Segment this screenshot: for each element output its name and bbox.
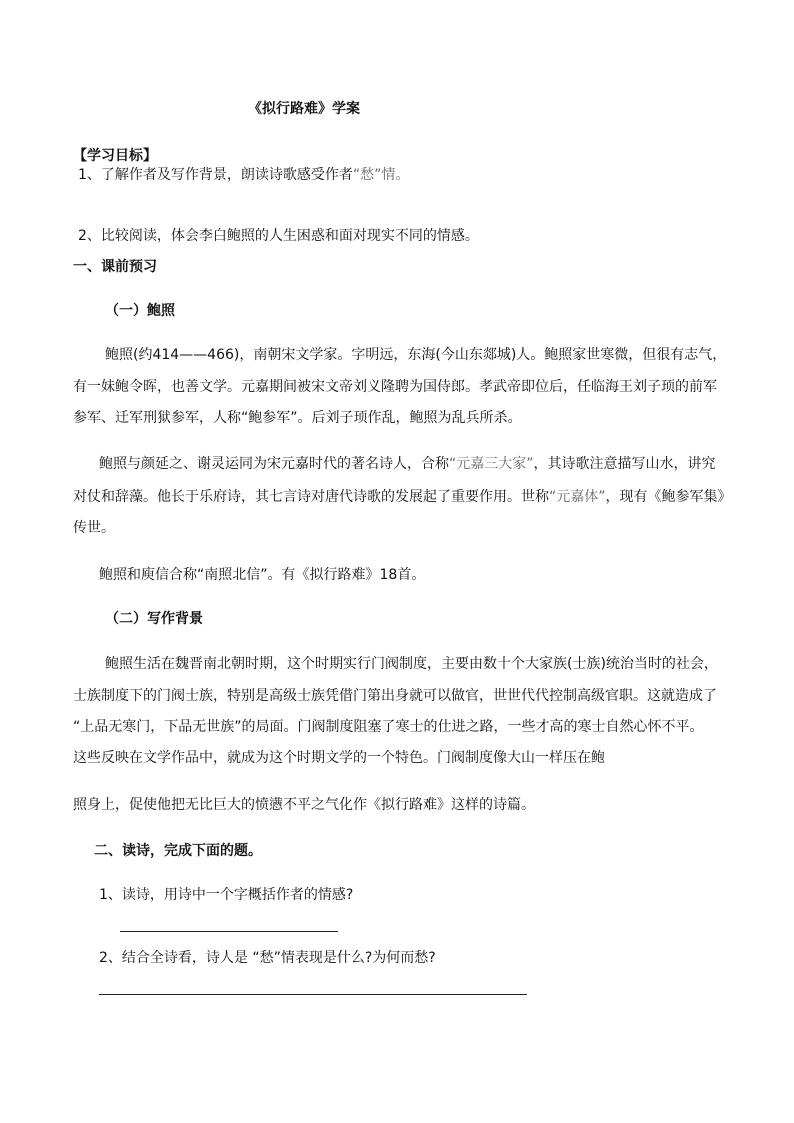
section-1-heading: 一、课前预习 bbox=[73, 259, 157, 275]
background-line-2: 士族制度下的门阀士族，特别是高级士族凭借门第出身就可以做官，世世代代控制高级官职。这就造成了 bbox=[73, 688, 717, 704]
fame-line-1-b: “元嘉三大家” bbox=[449, 456, 534, 472]
question-1: 1、读诗，用诗中一个字概括作者的情感? bbox=[99, 887, 354, 903]
objective-item-2: 2、比较阅读，体会李白鲍照的人生困惑和面对现实不同的情感。 bbox=[78, 228, 479, 244]
background-line-5: 照身上，促使他把无比巨大的愤懑不平之气化作《拟行路难》这样的诗篇。 bbox=[73, 797, 535, 813]
fame-line-2-b: “元嘉体” bbox=[549, 489, 606, 505]
answer-line-2 bbox=[99, 994, 527, 995]
background-line-4: 这些反映在文学作品中，就成为这个时期文学的一个特色。门阀制度像大山一样压在鲍 bbox=[73, 750, 605, 766]
section-2-heading: 二、读诗，完成下面的题。 bbox=[94, 843, 262, 859]
subsection-2-heading: （二）写作背景 bbox=[105, 611, 203, 627]
objectives-heading: 【学习目标】 bbox=[73, 148, 157, 164]
document-title: 《拟行路难》学案 bbox=[248, 101, 360, 117]
background-line-3: “上品无寒门，下品无世族”的局面。门阀制度阻塞了寒士的仕进之路，一些才高的寒士自然心怀不平。 bbox=[73, 719, 704, 735]
bio-line-1: 鲍照(约414——466)，南朝宋文学家。字明远，东海(今山东郯城)人。鲍照家世寒微，但很有志气， bbox=[105, 347, 727, 363]
bio-line-2: 有一妹鲍令晖，也善文学。元嘉期间被宋文帝刘义隆聘为国侍郎。孝武帝即位后，任临海王刘子顼的前军 bbox=[73, 379, 717, 395]
objective-item-1-emphasis: “愁”情。 bbox=[352, 167, 410, 183]
bio-line-3: 参军、迁军刑狱参军，人称“鲍参军”。后刘子顼作乱，鲍照为乱兵所杀。 bbox=[73, 410, 522, 426]
pair-line: 鲍照和庾信合称“南照北信”。有《拟行路难》18首。 bbox=[99, 567, 426, 583]
background-line-1: 鲍照生活在魏晋南北朝时期，这个时期实行门阀制度，主要由数十个大家族(士族)统治当时的社会， bbox=[105, 656, 718, 672]
objective-item-1 bbox=[78, 165, 409, 185]
fame-line-3: 传世。 bbox=[73, 520, 115, 536]
fame-line-1-c: ，其诗歌注意描写山水，讲究 bbox=[533, 456, 716, 472]
fame-line-2-a: 对仗和辞藻。他长于乐府诗，其七言诗对唐代诗歌的发展起了重要作用。世称 bbox=[73, 489, 549, 505]
answer-line-1 bbox=[120, 931, 338, 932]
fame-line-2-c: ，现有《鲍参军集》 bbox=[605, 489, 732, 505]
question-2: 2、结合全诗看，诗人是 “愁”情表现是什么?为何而愁? bbox=[99, 950, 436, 966]
fame-line-2 bbox=[73, 487, 732, 507]
fame-line-1 bbox=[99, 454, 716, 474]
objective-item-1-text: 1、了解作者及写作背景，朗读诗歌感受作者 bbox=[78, 167, 353, 183]
subsection-1-heading: （一）鲍照 bbox=[105, 303, 175, 319]
fame-line-1-a: 鲍照与颜延之、谢灵运同为宋元嘉时代的著名诗人，合称 bbox=[99, 456, 449, 472]
